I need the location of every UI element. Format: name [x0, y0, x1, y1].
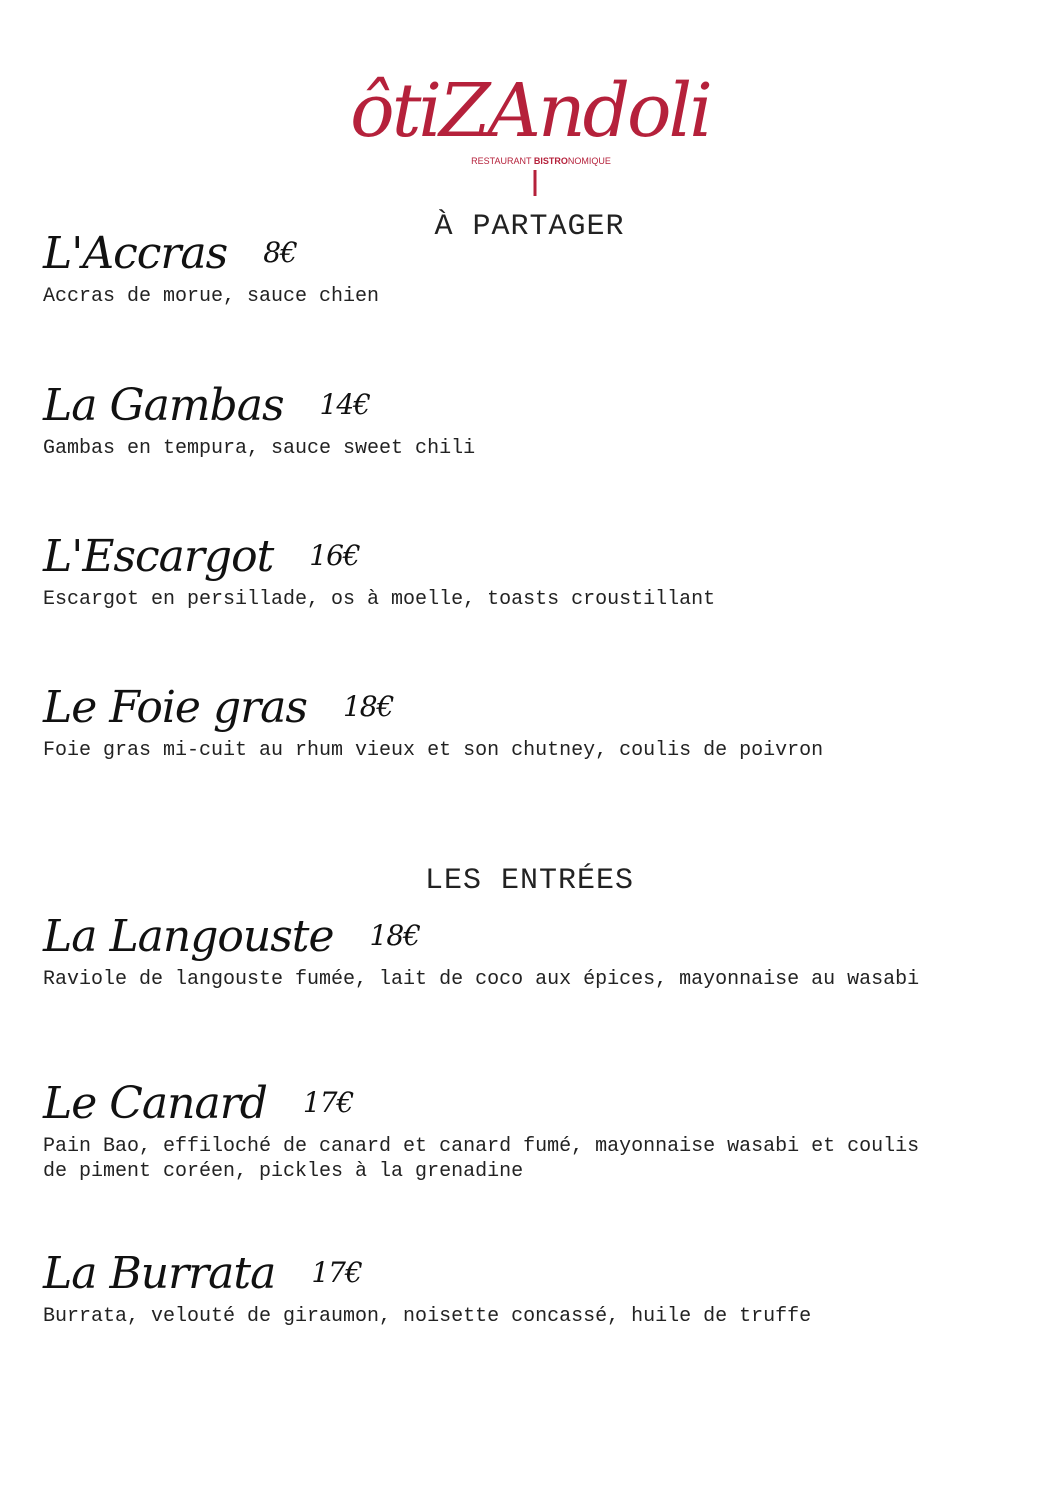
- menu-item-canard: [43, 1078, 1043, 1184]
- item-name: La Burrata: [43, 1248, 276, 1299]
- logo-wordmark: ôtiZAndoli: [350, 68, 710, 154]
- menu-item-gambas: [43, 380, 1043, 461]
- item-description: Gambas en tempura, sauce sweet chili: [43, 437, 476, 460]
- section-title-les-entrees: LES ENTRÉES: [424, 864, 635, 898]
- item-description: Pain Bao, effiloché de canard et canard fumé, mayonnaise wasabi et coulis de piment coréen, pickles à la grenadine: [43, 1135, 920, 1183]
- item-name: L'Escargot: [43, 531, 274, 582]
- item-price: 8€: [263, 236, 297, 270]
- menu-item-escargot: [43, 531, 1043, 612]
- item-price: 14€: [319, 388, 370, 422]
- item-price: 16€: [309, 539, 360, 573]
- section-title-a-partager: À PARTAGER: [434, 210, 625, 244]
- item-description: Accras de morue, sauce chien: [43, 285, 380, 308]
- menu-item-langouste: [43, 911, 1043, 992]
- item-price: 18€: [369, 919, 420, 953]
- item-description: Foie gras mi-cuit au rhum vieux et son chutney, coulis de poivron: [43, 739, 824, 762]
- logo-tagline: RESTAURANT BISTRONOMIQUE: [471, 156, 611, 166]
- item-name: L'Accras: [43, 228, 228, 279]
- menu-item-foie-gras: [43, 682, 1043, 763]
- item-price: 17€: [311, 1256, 362, 1290]
- item-name: Le Foie gras: [43, 682, 307, 733]
- menu-item-burrata: [43, 1248, 1043, 1329]
- item-name: La Gambas: [43, 380, 284, 431]
- item-description: Burrata, velouté de giraumon, noisette concassé, huile de truffe: [43, 1305, 812, 1328]
- item-price: 18€: [342, 690, 394, 724]
- menu-item-accras: [43, 228, 1043, 309]
- item-price: 17€: [302, 1086, 354, 1120]
- item-name: La Langouste: [43, 911, 334, 962]
- restaurant-logo: [350, 36, 710, 198]
- item-description: Escargot en persillade, os à moelle, toasts croustillant: [43, 588, 716, 611]
- item-description: Raviole de langouste fumée, lait de coco aux épices, mayonnaise au wasabi: [43, 968, 920, 991]
- item-name: Le Canard: [43, 1078, 267, 1129]
